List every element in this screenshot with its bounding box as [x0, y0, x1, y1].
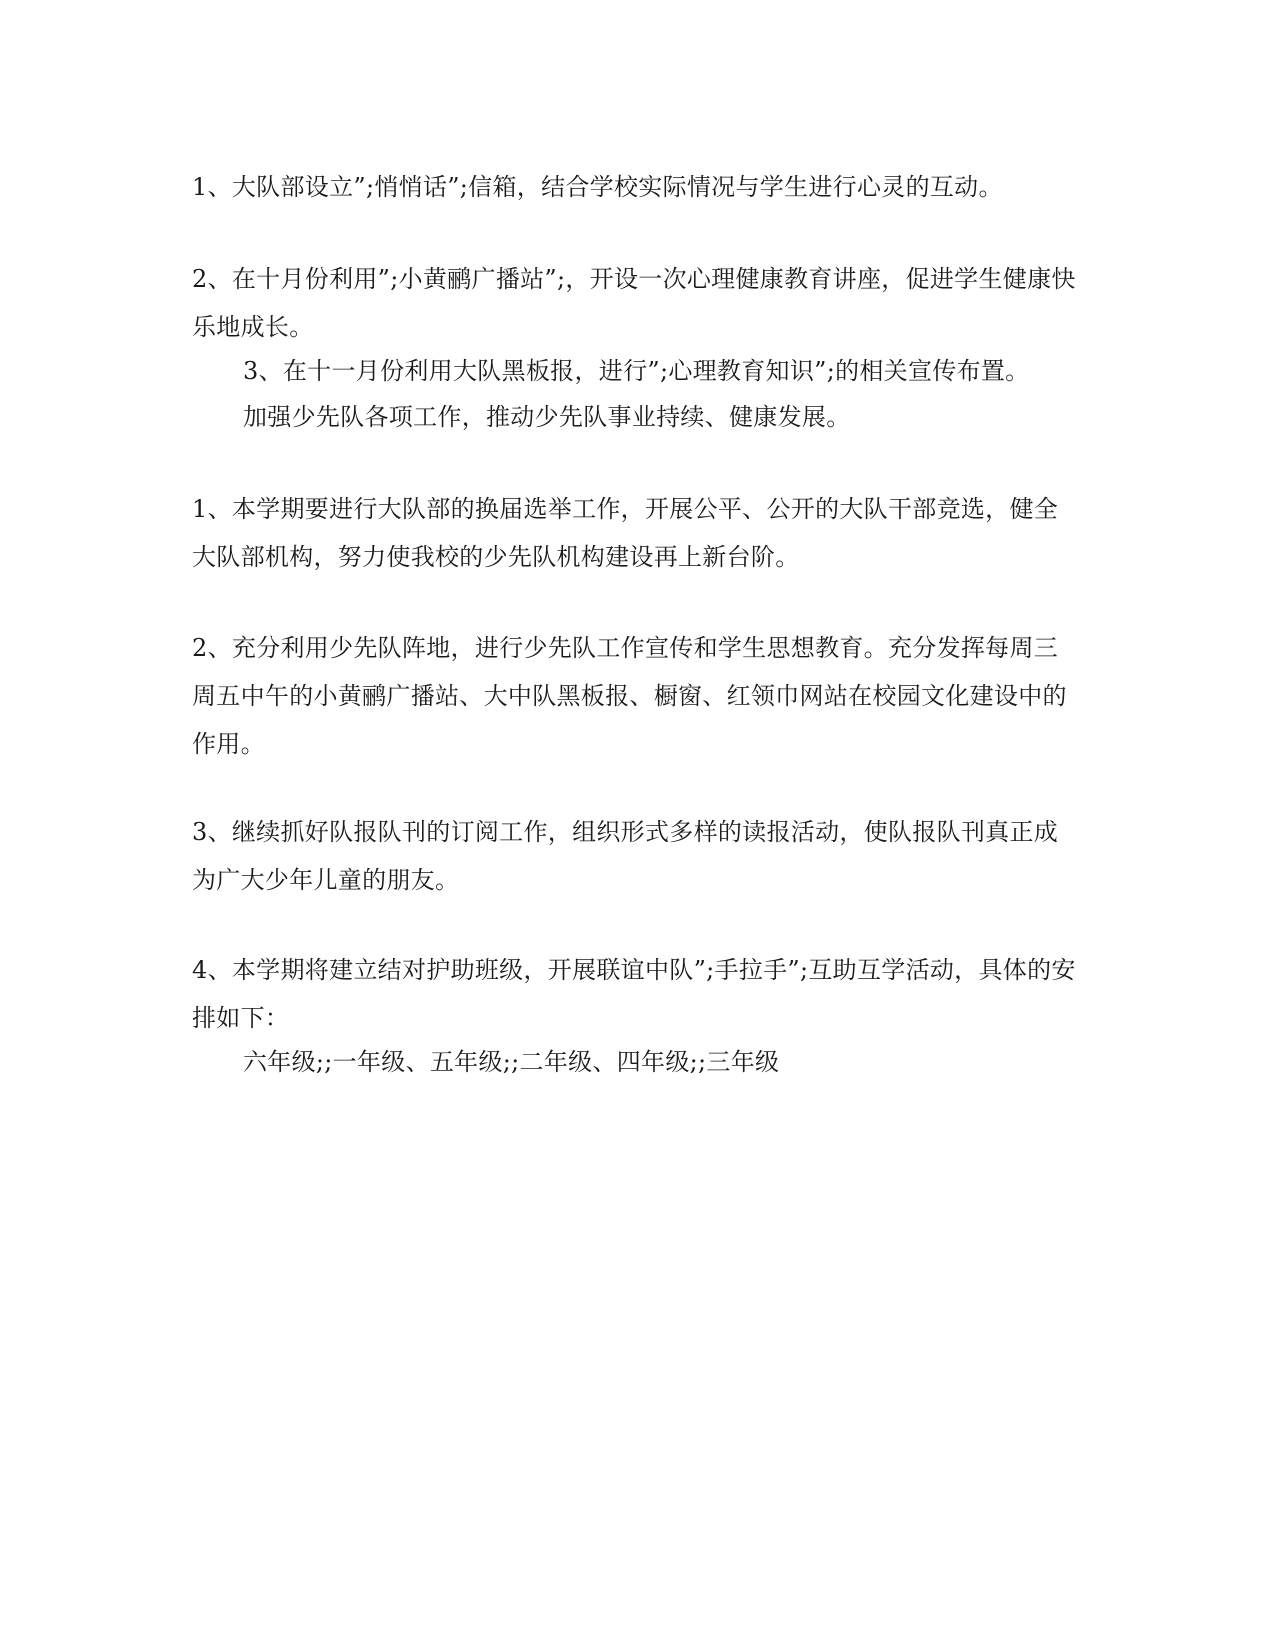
paragraph-suggestion-box: 1、大队部设立”;悄悄话”;信箱，结合学校实际情况与学生进行心灵的互动。 [192, 173, 1003, 201]
paragraph-newspaper-subscription: 3、继续抓好队报队刊的订阅工作，组织形式多样的读报活动，使队报队刊真正成为广大少年儿童的朋友。 [192, 818, 1059, 894]
paragraph-position-use: 2、充分利用少先队阵地，进行少先队工作宣传和学生思想教育。充分发挥每周三周五中午的小黄鹂广播站、大中队黑板报、橱窗、红领巾网站在校园文化建设中的作用。 [192, 634, 1067, 758]
paragraph-grade-pairings: 六年级;;一年级、五年级;;二年级、四年级;;三年级 [243, 1048, 780, 1076]
paragraph-hand-in-hand: 4、本学期将建立结对护助班级，开展联谊中队”;手拉手”;互助互学活动，具体的安排如下： [192, 956, 1076, 1032]
paragraph-broadcast-lecture: 2、在十月份利用”;小黄鹂广播站”;，开设一次心理健康教育讲座，促进学生健康快乐地成长。 [192, 265, 1076, 341]
paragraph-blackboard-publicity: 3、在十一月份利用大队黑板报，进行”;心理教育知识”;的相关宣传布置。 [243, 357, 1030, 385]
paragraph-election: 1、本学期要进行大队部的换届选举工作，开展公平、公开的大队干部竞选，健全大队部机构，努力使我校的少先队机构建设再上新台阶。 [192, 495, 1059, 571]
paragraph-section-heading: 加强少先队各项工作，推动少先队事业持续、健康发展。 [243, 403, 851, 431]
